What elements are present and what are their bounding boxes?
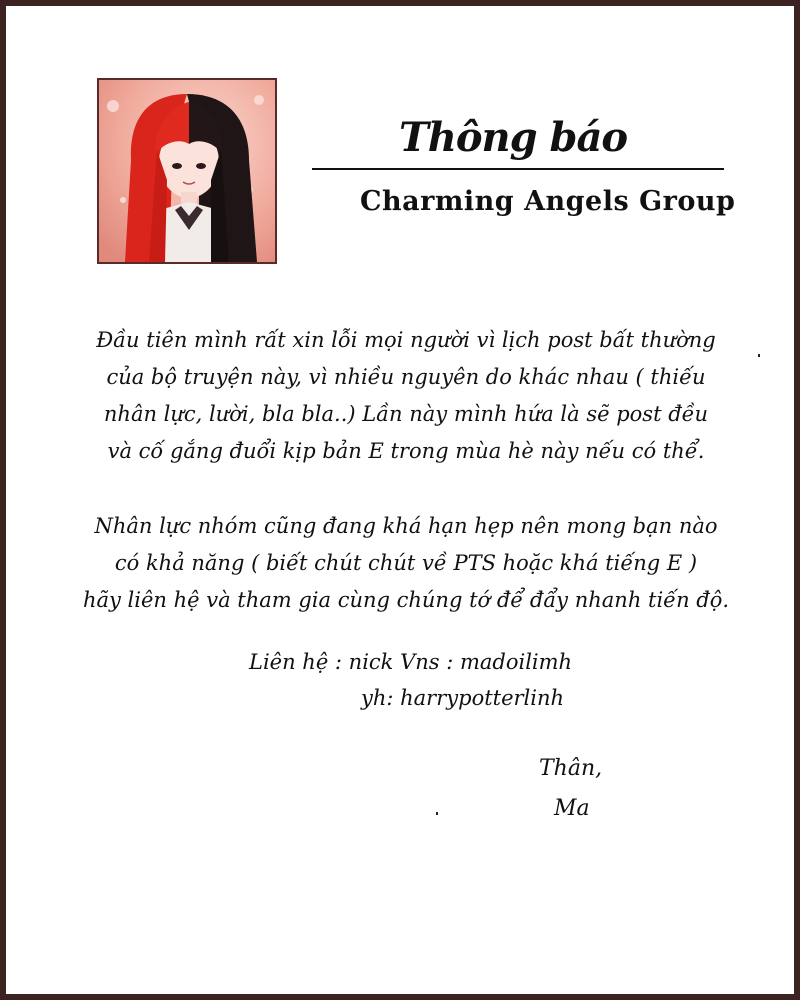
paragraph-line: Nhân lực nhóm cũng đang khá hạn hẹp nên mong bạn nào (94, 514, 718, 538)
contact-line-nick: Liên hệ : nick Vns : madoilimh (249, 650, 573, 674)
ink-speck (758, 354, 760, 357)
title-underline (312, 168, 724, 170)
paragraph-line: và cố gắng đuổi kịp bản E trong mùa hè này nếu có thể. (107, 439, 705, 463)
announcement-paragraph-1 (66, 322, 746, 470)
signature-closing: Thân, (539, 756, 603, 781)
group-name: Charming Angels Group (360, 186, 736, 217)
paragraph-line: có khả năng ( biết chút chút về PTS hoặc khá tiếng E ) (114, 551, 698, 575)
signature-name: Ma (554, 796, 590, 821)
paragraph-line: nhân lực, lười, bla bla..) Lần này mình hứa là sẽ post đều (103, 402, 709, 426)
paragraph-line: Đầu tiên mình rất xin lỗi mọi người vì lịch post bất thường (96, 328, 716, 352)
avatar-image (97, 78, 277, 264)
page-title: Thông báo (399, 114, 628, 161)
announcement-paragraph-2 (66, 508, 746, 619)
ink-speck (436, 812, 438, 815)
anime-girl-illustration (99, 80, 275, 262)
contact-line-yahoo: yh: harrypotterlinh (361, 686, 565, 710)
paragraph-line: hãy liên hệ và tham gia cùng chúng tớ để đẩy nhanh tiến độ. (82, 588, 730, 612)
paragraph-line: của bộ truyện này, vì nhiều nguyên do khác nhau ( thiếu (106, 365, 706, 389)
